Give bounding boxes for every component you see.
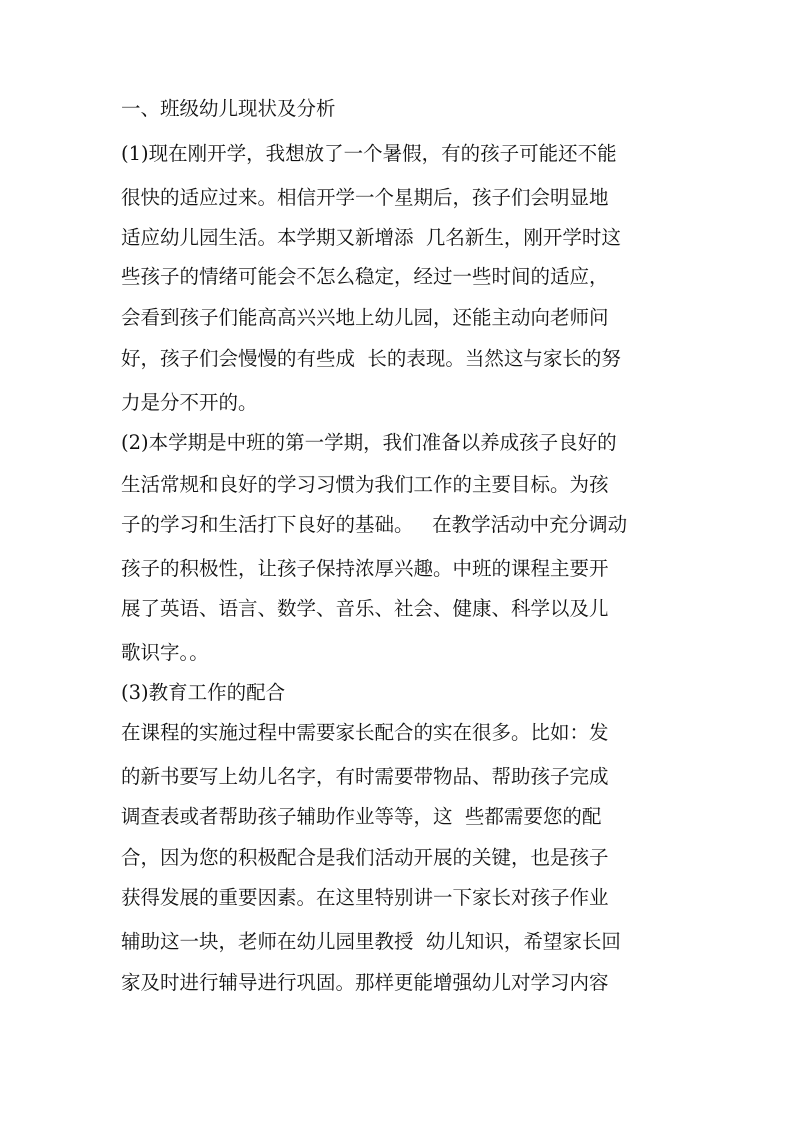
text-line: 的新书要写上幼儿名字，有时需要带物品、帮助孩子完成 (121, 765, 609, 788)
text-line: 家及时进行辅导进行巩固。那样更能增强幼儿对学习内容 (121, 971, 609, 994)
text-line: (2)本学期是中班的第一学期，我们准备以养成孩子良好的 (121, 431, 617, 454)
text-line: 合，因为您的积极配合是我们活动开展的关键，也是孩子 (121, 846, 609, 869)
text-line: 获得发展的重要因素。在这里特别讲一下家长对孩子作业 (121, 886, 609, 909)
text-line: 力是分不开的。 (121, 391, 258, 414)
text-line: 些孩子的情绪可能会不怎么稳定，经过一些时间的适应， (121, 265, 609, 288)
section-heading: 一、班级幼儿现状及分析 (121, 97, 336, 120)
text-line: 调查表或者帮助孩子辅助作业等等，这 些都需要您的配 (121, 805, 602, 828)
text-line: 生活常规和良好的学习习惯为我们工作的主要目标。为孩 (121, 473, 609, 496)
text-line: 在课程的实施过程中需要家长配合的实在很多。比如：发 (121, 721, 609, 744)
text-line: (1)现在刚开学，我想放了一个暑假，有的孩子可能还不能 (121, 142, 617, 165)
text-line: 孩子的积极性，让孩子保持浓厚兴趣。中班的课程主要开 (121, 557, 609, 580)
text-line: 子的学习和生活打下良好的基础。 在教学活动中充分调动 (121, 513, 628, 536)
text-line: 好，孩子们会慢慢的有些成 长的表现。当然这与家长的努 (121, 347, 621, 370)
text-line: (3)教育工作的配合 (121, 681, 286, 704)
text-line: 很快的适应过来。相信开学一个星期后，孩子们会明显地 (121, 186, 609, 209)
text-line: 辅助这一块，老师在幼儿园里教授 幼儿知识，希望家长回 (121, 930, 621, 953)
text-line: 会看到孩子们能高高兴兴地上幼儿园，还能主动向老师问 (121, 306, 609, 329)
text-line: 展了英语、语言、数学、音乐、社会、健康、科学以及儿 (121, 597, 609, 620)
text-line: 适应幼儿园生活。本学期又新增添 几名新生，刚开学时这 (121, 226, 621, 249)
text-line: 歌识字。。 (121, 641, 209, 664)
